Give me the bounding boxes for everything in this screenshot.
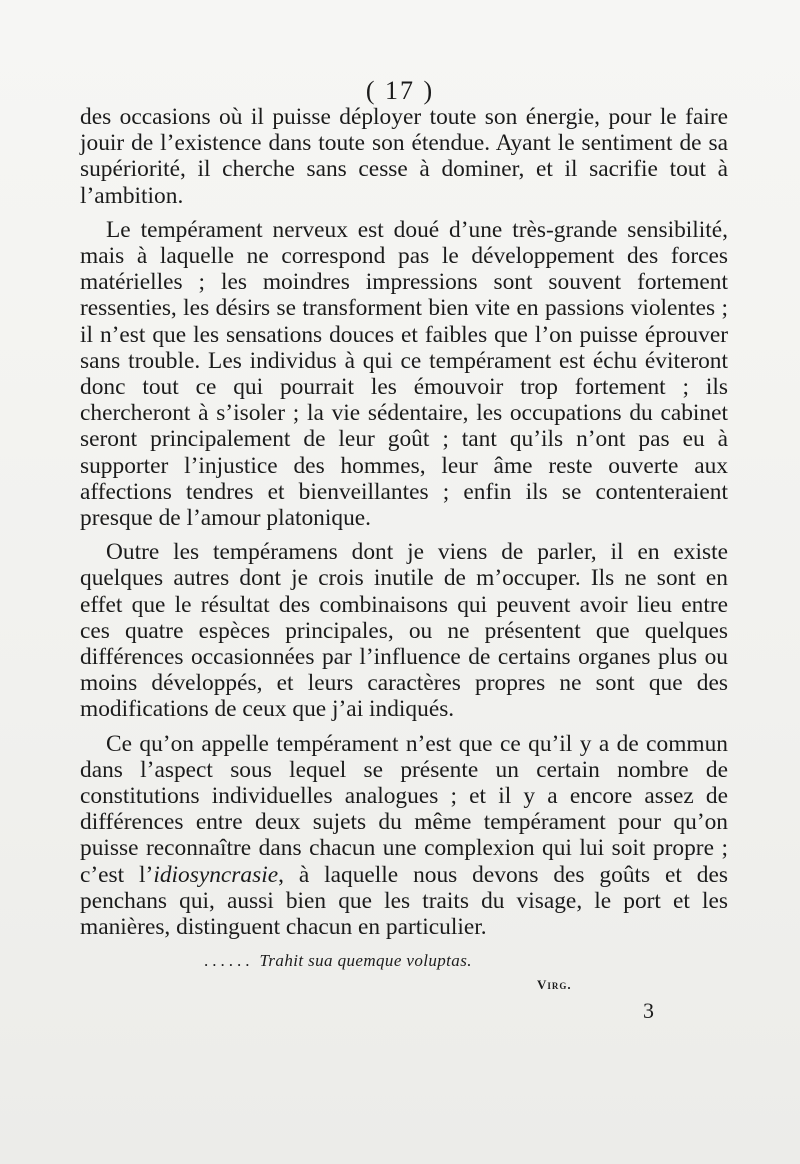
signature-mark: 3 [643,998,654,1023]
italic-term: idiosyncrasie [153,861,279,888]
paragraph-nervous-temperament: Le tempérament nerveux est doué d’une très-grande sensibilité, mais à laquelle ne correspond pas le développement des forces matérielles ; les moindres impressions sont souvent fortement ressenties, les désirs se transforment bien vite en passions violentes ; il n’est que les sensations douces et faibles que l’on puisse éprouver sans trouble. Les individus à qui ce tempérament est échu éviteront donc tout ce qui pourrait les émouvoir trop fortement ; ils chercheront à s’isoler ; la vie sédentaire, les occupations du cabinet seront principalement de leur goût ; tant qu’ils n’ont pas eu à supporter l’injustice des hommes, leur âme reste ouverte aux affections tendres et bienveillantes ; enfin ils se contenteraient presque de l’amour platonique. [80,216,728,532]
epigraph [204,951,472,971]
paragraph-other-temperaments: Outre les tempéramens dont je viens de parler, il en existe quelques autres dont je crois inutile de m’occuper. Ils ne sont en effet que le résultat des combinaisons qui peuvent avoir lieu entre ces quatre espèces principales, ou ne présentent que quelques différences occasionnées par l’influence de certains organes plus ou moins développés, et leurs caractères propres ne sont que des modifications de ceux que j’ai indiqués. [80,539,728,723]
page-number: ( 17 ) [365,76,435,105]
paragraph-idiosyncrasy-text-start: Ce qu’on appelle tempérament n’est que ce qu’il y a de commun dans l’aspect sous lequel se présente un certain nombre de constitutions individuelles analogues ; et il y a encore assez de différences entre deux sujets du même tempérament pour qu’on puisse reconnaître dans chacun une complexion qui lui soit propre ; c’est l’ [80,730,728,888]
paragraph-idiosyncrasy [80,731,728,941]
paragraph-idiosyncrasy-text-end: , à laquelle nous devons des goûts et des penchans qui, aussi bien que les traits du visage, le port et les manières, distinguent chacun en particulier. [80,861,728,941]
epigraph-quote: Trahit sua quemque voluptas. [259,951,472,970]
epigraph-ellipsis: ...... [204,951,254,970]
body-text [80,104,728,940]
epigraph-attribution: Virg. [537,977,572,992]
paragraph-continuation: des occasions où il puisse déployer toute son énergie, pour le faire jouir de l’existence dans toute son étendue. Ayant le sentiment de sa supériorité, il cherche sans cesse à dominer, et il sacrifie tout à l’ambition. [80,104,728,209]
